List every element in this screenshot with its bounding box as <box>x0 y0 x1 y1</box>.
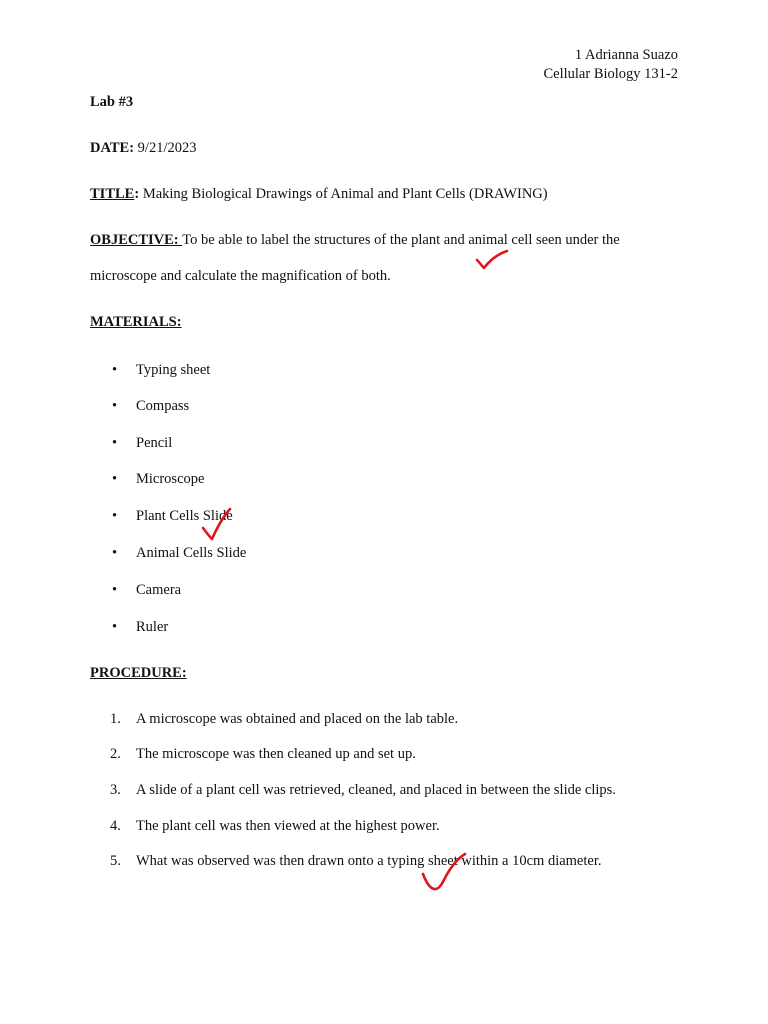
list-item <box>112 398 189 415</box>
material-label: Animal Cells Slide <box>136 545 247 561</box>
objective-line-2: microscope and calculate the magnification of both. <box>90 268 391 284</box>
bullet-icon: • <box>112 435 118 451</box>
list-item <box>112 582 181 599</box>
bullet-icon: • <box>112 582 118 598</box>
list-item <box>112 362 210 379</box>
procedure-heading: PROCEDURE: <box>90 665 187 681</box>
step-text: A slide of a plant cell was retrieved, cleaned, and placed in between the slide clips. <box>136 782 616 798</box>
bullet-icon: • <box>112 398 118 414</box>
procedure-step <box>110 818 440 835</box>
bullet-icon: • <box>112 362 118 378</box>
checkmark-icon <box>474 248 510 272</box>
material-label: Microscope <box>136 471 205 487</box>
title-label: TITLE <box>90 186 135 202</box>
bullet-icon: • <box>112 471 118 487</box>
procedure-step <box>110 782 616 799</box>
date-value: 9/21/2023 <box>134 140 197 156</box>
checkmark-icon <box>200 506 234 542</box>
material-label: Plant Cells Slide <box>136 508 233 524</box>
objective-line-1 <box>90 232 620 249</box>
step-number: 1. <box>110 711 121 727</box>
title-colon: : <box>134 186 140 202</box>
date-line <box>90 140 196 157</box>
list-item <box>112 435 172 452</box>
step-text: The plant cell was then viewed at the highest power. <box>136 818 440 834</box>
material-label: Typing sheet <box>136 362 211 378</box>
lab-title: Lab #3 <box>90 94 134 110</box>
procedure-step <box>110 853 602 870</box>
step-number: 5. <box>110 853 121 869</box>
step-text: A microscope was obtained and placed on the lab table. <box>136 711 459 727</box>
list-item <box>112 545 246 562</box>
step-number: 4. <box>110 818 121 834</box>
procedure-step <box>110 711 458 728</box>
author-line: 1 Adrianna Suazo <box>574 47 678 63</box>
material-label: Camera <box>136 582 182 598</box>
material-label: Ruler <box>136 619 169 635</box>
list-item <box>112 471 204 488</box>
course-line: Cellular Biology 131-2 <box>543 66 678 82</box>
header-block <box>543 46 678 84</box>
material-label: Compass <box>136 398 190 414</box>
title-value: Making Biological Drawings of Animal and Plant Cells (DRAWING) <box>139 186 548 202</box>
step-text: The microscope was then cleaned up and set up. <box>136 746 416 762</box>
step-number: 2. <box>110 746 121 762</box>
list-item <box>112 619 168 636</box>
step-number: 3. <box>110 782 121 798</box>
objective-label: OBJECTIVE: <box>90 232 183 248</box>
bullet-icon: • <box>112 545 118 561</box>
material-label: Pencil <box>136 435 173 451</box>
procedure-step <box>110 746 416 763</box>
bullet-icon: • <box>112 619 118 635</box>
step-text: What was observed was then drawn onto a typing sheet within a 10cm diameter. <box>136 853 602 869</box>
materials-heading: MATERIALS: <box>90 314 182 330</box>
bullet-icon: • <box>112 508 118 524</box>
title-line <box>90 186 548 203</box>
date-label: DATE: <box>90 140 135 156</box>
checkmark-icon <box>420 852 468 894</box>
objective-text-1: To be able to label the structures of the plant and animal cell seen under the <box>182 232 620 248</box>
